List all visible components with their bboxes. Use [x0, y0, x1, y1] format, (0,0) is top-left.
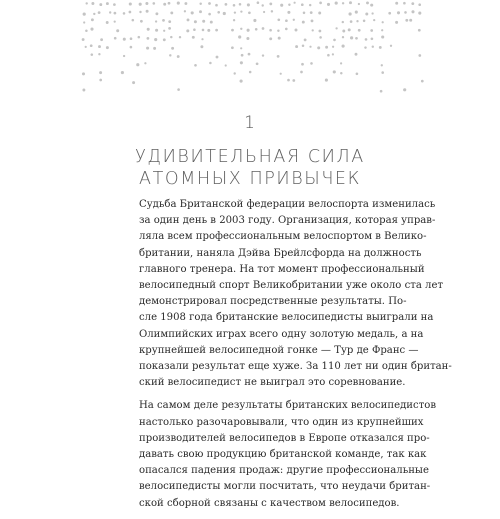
decorative-dot: [82, 72, 85, 75]
decorative-dot: [302, 21, 305, 24]
decorative-dot: [202, 29, 205, 32]
decorative-dot: [350, 36, 353, 39]
decorative-dot: [200, 45, 203, 48]
decorative-dot: [395, 21, 398, 24]
decorative-dot: [91, 53, 94, 56]
decorative-dot: [170, 36, 172, 38]
text-line: ской сборной связаны с качеством велосипедов.: [139, 497, 400, 509]
decorative-dot: [147, 37, 150, 40]
decorative-dot: [100, 38, 103, 41]
decorative-dot: [132, 81, 135, 84]
decorative-dot: [234, 11, 236, 13]
decorative-dot: [311, 19, 314, 22]
decorative-dot: [335, 27, 337, 29]
text-line: производителей велосипедов в Европе отказался про-: [139, 432, 430, 444]
decorative-dot: [240, 28, 242, 30]
decorative-dot: [155, 29, 158, 32]
decorative-dot: [85, 2, 87, 4]
decorative-dot: [246, 37, 249, 40]
decorative-dot: [255, 28, 258, 31]
decorative-dot: [349, 1, 352, 4]
text-line: велосипедисты могли посчитать, что неудачи британ-: [139, 481, 431, 493]
decorative-dot: [342, 21, 344, 23]
text-line: Судьба Британской федерации велоспорта изменилась: [139, 199, 436, 210]
paragraph-2: [139, 398, 437, 511]
decorative-dot: [340, 72, 342, 74]
decorative-dot: [199, 10, 202, 13]
decorative-dot: [225, 64, 227, 66]
decorative-dot: [418, 54, 421, 57]
decorative-dot: [233, 19, 235, 21]
decorative-dot: [332, 46, 334, 48]
decorative-dot: [106, 21, 109, 24]
decorative-dot: [231, 46, 234, 49]
decorative-dot: [333, 70, 336, 73]
decorative-dot: [85, 29, 88, 32]
decorative-dot: [210, 21, 213, 24]
decorative-dot: [411, 2, 414, 5]
decorative-dot: [136, 63, 139, 66]
paragraph-1: [139, 197, 452, 391]
decorative-dot: [186, 29, 189, 32]
decorative-dot: [403, 88, 406, 91]
chapter-title: [0, 146, 500, 190]
decorative-dot: [207, 29, 210, 32]
decorative-dot: [201, 38, 203, 40]
decorative-dot: [409, 19, 412, 22]
decorative-dot: [278, 37, 281, 40]
decorative-dot: [193, 28, 196, 31]
decorative-dot: [109, 11, 111, 13]
decorative-dot: [327, 3, 330, 6]
decorative-dot: [123, 38, 126, 41]
decorative-dot: [121, 71, 124, 74]
decorative-dot: [325, 46, 328, 49]
decorative-dot: [179, 36, 181, 38]
decorative-dot: [153, 47, 156, 50]
decorative-dot: [132, 19, 135, 22]
decorative-dot: [277, 18, 280, 21]
decorative-dot: [411, 10, 414, 13]
decorative-dot: [234, 72, 236, 74]
decorative-dot: [277, 30, 279, 32]
decorative-dot: [162, 19, 165, 22]
decorative-dot: [372, 46, 374, 48]
decorative-dot: [217, 11, 220, 14]
decorative-dot: [304, 38, 307, 41]
decorative-dot: [215, 4, 218, 7]
decorative-dot: [395, 2, 398, 5]
decorative-dot: [90, 44, 93, 47]
decorative-dot: [300, 71, 303, 74]
decorative-dot: [319, 2, 322, 5]
decorative-dot: [114, 12, 117, 15]
decorative-dot: [381, 64, 383, 66]
decorative-dot: [170, 11, 173, 14]
text-line: крупнейшей велосипедной гонке — Тур де Франс —: [139, 344, 419, 356]
text-line: ский велосипедист не выиграл это соревнование.: [139, 377, 406, 389]
decorative-dot: [319, 36, 322, 39]
decorative-dot: [114, 37, 117, 40]
decorative-dot: [285, 19, 288, 22]
decorative-dot: [287, 79, 290, 82]
decorative-dot: [223, 12, 226, 15]
decorative-dot: [233, 4, 236, 7]
decorative-dot: [99, 71, 102, 74]
decorative-dot: [371, 12, 373, 14]
text-line: показали результат еще хуже. За 110 лет ни один британ-: [139, 361, 452, 373]
decorative-dot: [240, 80, 243, 83]
decorative-dot: [271, 10, 273, 12]
decorative-dot: [366, 1, 369, 4]
decorative-dot: [405, 19, 408, 22]
decorative-dot: [129, 2, 132, 5]
text-line: Олимпийских играх всего одну золотую медаль, а на: [139, 328, 424, 340]
decorative-dot: [302, 44, 305, 47]
decorative-dot: [319, 30, 322, 33]
decorative-dot: [373, 19, 375, 21]
chapter-title-line-2: АТОМНЫХ ПРИВЫЧЕК: [139, 169, 361, 189]
decorative-dot: [82, 38, 85, 41]
decorative-dot: [348, 28, 351, 31]
decorative-dot: [257, 1, 260, 4]
decorative-dot: [123, 55, 125, 57]
chapter-number: 1: [244, 113, 256, 133]
decorative-dot: [280, 73, 282, 75]
decorative-dot: [333, 39, 336, 42]
decorative-dot: [256, 62, 259, 65]
decorative-dot: [163, 3, 166, 6]
decorative-dot: [309, 4, 311, 6]
decorative-dot: [215, 29, 218, 32]
decorative-dot: [418, 3, 421, 6]
decorative-dot: [99, 3, 102, 6]
chapter-title-line-1: УДИВИТЕЛЬНАЯ СИЛА: [135, 147, 365, 167]
decorative-dot: [309, 46, 311, 48]
text-line: главного тренера. На тот момент профессиональный: [139, 263, 425, 275]
decorative-dot: [240, 61, 243, 64]
decorative-dot: [155, 12, 158, 15]
decorative-dot: [184, 10, 186, 12]
decorative-dot: [138, 36, 141, 39]
text-line: за один день в 2003 году. Организация, которая управ-: [139, 215, 436, 227]
decorative-dot: [381, 35, 384, 38]
decorative-dot: [247, 3, 250, 6]
decorative-dot-pattern: [0, 0, 500, 100]
decorative-dot: [123, 12, 126, 15]
decorative-dot: [98, 45, 101, 48]
decorative-dot: [146, 47, 149, 50]
decorative-dot: [310, 62, 313, 65]
decorative-dot: [144, 62, 146, 64]
decorative-dot: [139, 11, 141, 13]
decorative-dot: [253, 19, 256, 22]
decorative-dot: [295, 45, 298, 48]
decorative-dot: [280, 4, 283, 7]
decorative-dot: [327, 54, 330, 57]
decorative-dot: [294, 2, 296, 4]
decorative-dot: [154, 38, 157, 41]
decorative-dot: [194, 64, 197, 67]
text-line: демонстрировал посредственные результаты. По-: [139, 296, 407, 308]
decorative-dot: [177, 55, 180, 58]
decorative-dot: [216, 56, 219, 59]
decorative-dot: [177, 2, 180, 5]
decorative-dot: [169, 54, 171, 56]
decorative-dot: [130, 46, 133, 49]
decorative-dot: [91, 18, 94, 21]
decorative-dot: [355, 37, 358, 40]
decorative-dot: [91, 2, 94, 5]
decorative-dot: [310, 11, 313, 14]
decorative-dot: [129, 11, 132, 14]
decorative-dot: [363, 20, 366, 23]
decorative-dot: [364, 46, 366, 48]
text-line: ляла всем профессиональным велоспортом в Велико-: [139, 231, 427, 243]
text-line: британии, наняла Дэйва Брейлсфорда на должность: [139, 247, 422, 259]
decorative-dot: [365, 38, 368, 41]
decorative-dot: [208, 13, 211, 16]
decorative-dot: [421, 80, 424, 83]
decorative-dot: [388, 12, 391, 15]
body-text: [139, 197, 452, 519]
decorative-dot: [187, 18, 190, 21]
decorative-dot: [342, 36, 344, 38]
decorative-dot: [106, 2, 109, 5]
decorative-dot: [247, 29, 250, 32]
text-line: сле 1908 года британские велосипедисты выиграли на: [139, 312, 434, 324]
decorative-dot: [98, 53, 100, 55]
decorative-dot: [335, 2, 338, 5]
decorative-dot: [418, 12, 421, 15]
decorative-dot: [397, 11, 400, 14]
decorative-dot: [285, 28, 288, 31]
decorative-dot: [325, 79, 328, 82]
decorative-dot: [82, 89, 85, 92]
decorative-dot: [147, 28, 150, 31]
decorative-dot: [116, 29, 119, 32]
decorative-dot: [114, 20, 116, 22]
decorative-dot: [303, 12, 306, 15]
text-line: На самом деле результаты британских велосипедистов: [139, 400, 437, 412]
decorative-dot: [249, 71, 252, 74]
text-line: давать свою продукцию британской команде, так как: [139, 449, 427, 461]
decorative-dot: [379, 46, 382, 49]
decorative-dot: [342, 30, 345, 33]
decorative-dot: [113, 3, 116, 6]
decorative-dot: [288, 4, 290, 6]
decorative-dot: [358, 29, 361, 32]
decorative-dot: [382, 21, 384, 23]
decorative-dot: [184, 2, 187, 5]
text-line: опасался падения продаж: другие профессиональные: [139, 465, 429, 477]
decorative-dot: [171, 47, 174, 50]
decorative-dot: [350, 20, 353, 23]
decorative-dot: [262, 54, 264, 56]
decorative-dot: [239, 3, 242, 6]
decorative-dot: [248, 11, 251, 14]
decorative-dot: [380, 90, 383, 93]
decorative-dot: [349, 12, 352, 15]
decorative-dot: [287, 11, 290, 14]
decorative-dot: [301, 63, 304, 66]
decorative-dot: [202, 20, 205, 23]
decorative-dot: [163, 38, 166, 41]
decorative-dot: [277, 55, 280, 58]
decorative-dot: [370, 4, 373, 7]
decorative-dot: [365, 13, 368, 16]
decorative-dot: [312, 29, 314, 31]
text-line: велосипедный спорт Великобритании уже около ста лет: [139, 280, 444, 292]
text-line: настолько разочаровывали, что один из крупнейших: [139, 416, 424, 428]
decorative-dot: [191, 11, 194, 14]
decorative-dot: [371, 37, 374, 40]
decorative-dot: [269, 37, 272, 40]
decorative-dot: [99, 79, 102, 82]
decorative-dot: [168, 20, 171, 23]
decorative-dot: [418, 29, 421, 32]
decorative-dot: [140, 20, 143, 23]
decorative-dot: [168, 27, 171, 30]
decorative-dot: [106, 46, 109, 49]
decorative-dot: [390, 45, 392, 47]
decorative-dot: [404, 11, 407, 14]
decorative-dot: [90, 28, 93, 31]
decorative-dot: [83, 13, 86, 16]
decorative-dot: [317, 46, 320, 49]
decorative-dot: [225, 3, 228, 6]
decorative-dot: [194, 20, 197, 23]
decorative-dot: [209, 62, 212, 65]
decorative-dot: [355, 11, 358, 14]
decorative-dot: [238, 35, 241, 38]
decorative-dot: [85, 46, 87, 48]
decorative-dot: [152, 2, 155, 5]
decorative-dot: [199, 2, 201, 4]
decorative-dot: [269, 29, 272, 32]
decorative-dot: [98, 11, 101, 14]
decorative-dot: [356, 72, 359, 75]
decorative-dot: [130, 37, 133, 40]
decorative-dot: [292, 79, 295, 82]
decorative-dot: [240, 47, 242, 49]
decorative-dot: [340, 62, 342, 64]
decorative-dot: [139, 3, 142, 6]
decorative-dot: [163, 30, 165, 32]
decorative-dot: [342, 2, 344, 4]
decorative-dot: [231, 29, 234, 32]
decorative-dot: [93, 13, 95, 15]
decorative-dot: [177, 88, 180, 91]
decorative-dot: [356, 20, 358, 22]
decorative-dot: [358, 3, 360, 5]
decorative-dot: [381, 71, 384, 74]
decorative-dot: [241, 54, 244, 57]
decorative-dot: [248, 53, 251, 56]
decorative-dot: [145, 2, 148, 5]
decorative-dot: [342, 45, 345, 48]
decorative-dot: [155, 20, 157, 22]
decorative-dot: [355, 53, 358, 56]
decorative-dot: [295, 29, 298, 32]
decorative-dot: [381, 29, 383, 31]
decorative-dot: [269, 3, 272, 6]
decorative-dot: [370, 29, 373, 32]
decorative-dot: [240, 10, 242, 12]
decorative-dot: [208, 2, 211, 5]
decorative-dot: [403, 2, 406, 5]
decorative-dot: [263, 11, 265, 13]
decorative-dot: [332, 53, 334, 55]
decorative-dot: [261, 4, 263, 6]
decorative-dot: [192, 36, 195, 39]
decorative-dot: [318, 12, 321, 15]
decorative-dot: [301, 3, 304, 6]
decorative-dot: [168, 2, 171, 5]
decorative-dot: [146, 10, 149, 13]
decorative-dot: [262, 27, 265, 30]
decorative-dot: [83, 21, 85, 23]
decorative-dot: [293, 19, 295, 21]
